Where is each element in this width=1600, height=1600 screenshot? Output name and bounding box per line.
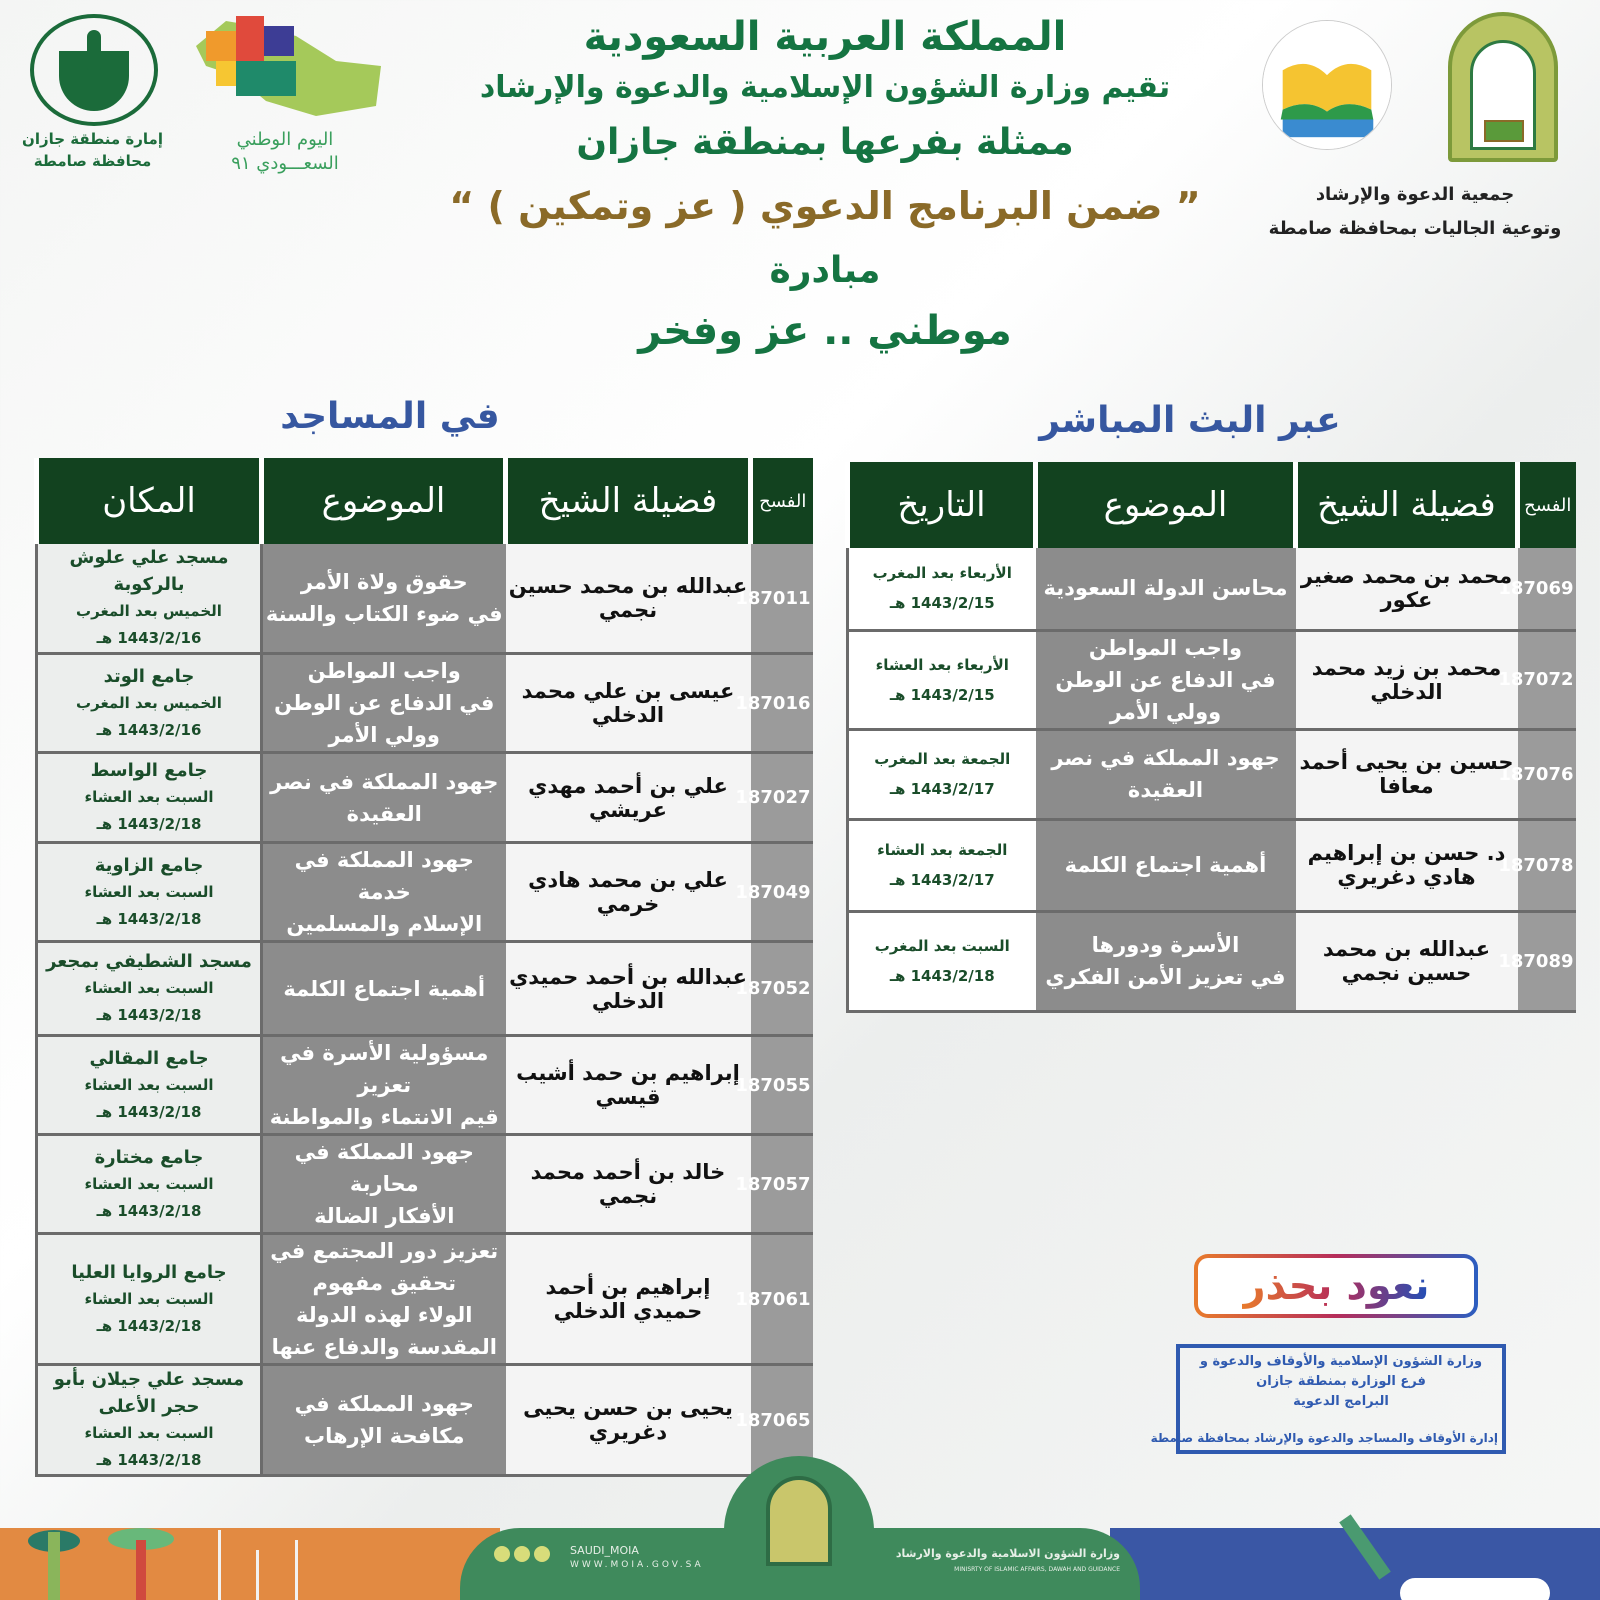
- permit-number: [735, 544, 813, 654]
- permit-number-text: 187011: [735, 587, 811, 609]
- col-header-sheikh: فضيلة الشيخ: [1296, 462, 1518, 548]
- sheikh-name: [1296, 911, 1518, 1011]
- session-date-cell: [848, 548, 1036, 630]
- place-name: جامع الزاوية: [94, 854, 204, 876]
- table-row: [848, 819, 1576, 911]
- permit-number: [735, 843, 813, 942]
- session-date: 1443/2/18 هـ: [96, 1006, 202, 1024]
- sheikh-name: [506, 753, 751, 843]
- session-time: الأربعاء بعد المغرب: [872, 564, 1012, 583]
- header-initiative-name: موطني .. عز وفخر: [638, 308, 1012, 354]
- topic-line2: مكافحة الإرهاب: [303, 1424, 465, 1448]
- sheikh-name-text: خالد بن أحمد محمد نجمي: [530, 1160, 726, 1208]
- session-date: 1443/2/18 هـ: [96, 909, 202, 928]
- facebook-icon[interactable]: [534, 1546, 550, 1562]
- national-day-map-icon: [186, 6, 386, 126]
- table-row: [848, 548, 1576, 630]
- topic-line1: أهمية اجتماع الكلمة: [283, 976, 486, 1001]
- table-row: [37, 1135, 813, 1234]
- place: [37, 843, 262, 942]
- place-name: مسجد الشطيفي بمجعر: [46, 951, 252, 972]
- session-date: 1443/2/18 هـ: [96, 1102, 202, 1121]
- topic-line1: حقوق ولاة الأمر: [300, 570, 468, 594]
- sheikh-name-text: عبدالله بن محمد حسين نجمي: [508, 574, 748, 622]
- place-name: جامع الوتد: [103, 665, 195, 687]
- topic-line1: جهود المملكة في نصر العقيدة: [1051, 746, 1280, 802]
- session-time: الجمعة بعد المغرب: [874, 750, 1011, 768]
- col-header-topic: الموضوع: [262, 458, 506, 544]
- topic-line2: في تعزيز الأمن الفكري: [1045, 965, 1286, 989]
- permit-number: [735, 942, 813, 1036]
- topic-line1: الأسرة ودورها: [1091, 933, 1240, 957]
- topic: [262, 544, 506, 654]
- topic-line2: في ضوء الكتاب والسنة: [265, 602, 503, 626]
- wind-turbine-icon: [218, 1530, 221, 1600]
- session-date-cell: [848, 911, 1036, 1011]
- live-header-row: [848, 462, 1576, 548]
- session-date: 1443/2/17 هـ: [889, 780, 995, 798]
- footer-ministry-en: MINISRTY OF ISLAMIC AFFAIRS, DAWAH AND GUIDANCE: [954, 1566, 1120, 1573]
- place: [37, 544, 262, 654]
- permit-number-text: 187027: [735, 787, 811, 808]
- col-header-place: المكان: [37, 458, 262, 544]
- session-time: السبت بعد العشاء: [84, 1424, 214, 1442]
- permit-number-text: 187072: [1498, 669, 1574, 690]
- wind-turbine-icon: [295, 1540, 298, 1600]
- sheikh-name-text: علي بن أحمد مهدي عريشي: [528, 773, 728, 822]
- ministry-emblem-icon: [766, 1476, 832, 1566]
- session-time: السبت بعد العشاء: [84, 1174, 214, 1193]
- session-date-cell: [848, 729, 1036, 819]
- sheikh-name: [506, 1365, 751, 1476]
- permit-number-text: 187055: [735, 1074, 811, 1096]
- place-name: مسجد علي علوش بالركوبة: [69, 547, 229, 595]
- sheikh-name: [506, 544, 751, 654]
- social-icons: [494, 1546, 550, 1562]
- topic-line2: في الدفاع عن الوطن وولي الأمر: [1055, 667, 1276, 724]
- association-line2: وتوعية الجاليات بمحافظة صامطة: [1268, 218, 1562, 239]
- sheikh-name: [1296, 630, 1518, 729]
- association-line1: جمعية الدعوة والإرشاد: [1315, 184, 1515, 205]
- table-row: [37, 753, 813, 843]
- col-header-num: الفسح: [751, 458, 813, 544]
- national-day-line2: السعـــودي ٩١: [231, 153, 339, 174]
- table-row: [848, 911, 1576, 1011]
- sheikh-name-text: إبراهيم بن أحمد حميدي الدخلي: [545, 1275, 711, 1323]
- permit-number: [1498, 819, 1576, 911]
- place: [37, 1234, 262, 1365]
- place: [37, 1036, 262, 1135]
- association-book-logo-icon: [1262, 20, 1392, 150]
- permit-number-text: 187052: [735, 978, 811, 999]
- sheikh-name: [1296, 729, 1518, 819]
- session-date-cell: [848, 819, 1036, 911]
- topic-line1: واجب المواطن: [307, 659, 461, 683]
- permit-number-text: 187049: [735, 881, 811, 903]
- topic: [1036, 729, 1296, 819]
- topic: [1036, 548, 1296, 630]
- topic: [262, 753, 506, 843]
- footer-contact: [570, 1544, 704, 1572]
- sheikh-name: [506, 1135, 751, 1234]
- sheikh-name-text: حسين بن يحيى أحمد معافا: [1299, 750, 1514, 798]
- sheikh-name-text: إبراهيم بن حمد أشيب قيسي: [516, 1061, 740, 1109]
- permit-number: [1498, 630, 1576, 729]
- permit-number: [735, 1036, 813, 1135]
- topic: [262, 1365, 506, 1476]
- instagram-icon[interactable]: [514, 1546, 530, 1562]
- topic: [262, 1234, 506, 1365]
- topic: [1036, 630, 1296, 729]
- topic-line1: جهود المملكة في محاربة: [294, 1140, 474, 1196]
- sheikh-name: [506, 942, 751, 1036]
- permit-number: [735, 753, 813, 843]
- header-branch: ممثلة بفرعها بمنطقة جازان: [576, 122, 1074, 163]
- campaign-logo: [1194, 1254, 1478, 1318]
- session-date: 1443/2/17 هـ: [889, 871, 995, 889]
- session-time: الخميس بعد المغرب: [76, 602, 222, 620]
- permit-number: [1498, 911, 1576, 1011]
- national-day-caption: [200, 128, 370, 176]
- permit-number-text: 187069: [1498, 577, 1574, 599]
- stamp-line1: وزارة الشؤون الإسلامية والأوقاف والدعوة و: [1199, 1354, 1483, 1369]
- sheikh-name: [506, 843, 751, 942]
- table-row: [37, 942, 813, 1036]
- table-row: [37, 1365, 813, 1476]
- twitter-icon[interactable]: [494, 1546, 510, 1562]
- place-name: مسجد علي جيلان بأبو حجر الأعلى: [53, 1369, 245, 1417]
- sheikh-name-text: يحيى بن حسن يحيى دغريري: [523, 1396, 733, 1444]
- session-time: السبت بعد العشاء: [84, 1075, 214, 1094]
- emirate-line2: محافظة صامطة: [33, 152, 152, 170]
- footer-ministry-ar: وزارة الشؤون الاسلامية والدعوة والارشاد: [895, 1547, 1120, 1560]
- topic-line1: تعزيز دور المجتمع في تحقيق مفهوم: [270, 1239, 499, 1295]
- topic: [262, 843, 506, 942]
- session-date: 1443/2/18 هـ: [96, 1201, 202, 1220]
- palm-trunk-icon: [48, 1532, 60, 1600]
- footer-ministry: [880, 1546, 1120, 1578]
- masajid-header-row: [37, 458, 813, 544]
- national-day-line1: اليوم الوطني: [236, 129, 334, 150]
- ministry-arch-logo-icon: [1448, 12, 1558, 162]
- footer-handle[interactable]: SAUDI_MOIA: [570, 1544, 639, 1557]
- stamp-line4: إدارة الأوقاف والمساجد والدعوة والإرشاد بمحافظة صامطة: [1150, 1431, 1498, 1445]
- session-time: الأربعاء بعد العشاء: [875, 655, 1009, 674]
- sheikh-name: [1296, 819, 1518, 911]
- col-header-topic: الموضوع: [1036, 462, 1296, 548]
- session-time: السبت بعد العشاء: [84, 788, 214, 806]
- topic-line1: جهود المملكة في نصر العقيدة: [270, 769, 499, 826]
- table-row: [37, 654, 813, 753]
- permit-number: [735, 1135, 813, 1234]
- session-time: السبت بعد العشاء: [84, 882, 214, 901]
- session-date: 1443/2/16 هـ: [96, 720, 202, 739]
- cloud-icon: [1400, 1578, 1550, 1600]
- topic-line1: محاسن الدولة السعودية: [1043, 576, 1288, 601]
- association-caption: [1250, 178, 1580, 246]
- section-title-masajid: في المساجد: [280, 396, 500, 437]
- topic: [262, 654, 506, 753]
- wind-turbine-icon: [256, 1550, 259, 1600]
- permit-number: [735, 1234, 813, 1365]
- permit-number-text: 187061: [735, 1288, 811, 1310]
- table-row: [848, 729, 1576, 819]
- table-row: [848, 630, 1576, 729]
- table-row: [37, 544, 813, 654]
- topic: [1036, 911, 1296, 1011]
- table-row: [37, 1036, 813, 1135]
- sheikh-name: [506, 1234, 751, 1365]
- topic-line1: مسؤولية الأسرة في تعزيز: [280, 1041, 489, 1097]
- permit-number-text: 187057: [735, 1173, 811, 1195]
- col-header-date: التاريخ: [848, 462, 1036, 548]
- permit-number-text: 187065: [735, 1409, 811, 1431]
- session-date: 1443/2/18 هـ: [96, 1451, 202, 1469]
- stamp-line3: البرامج الدعوية: [1293, 1394, 1389, 1409]
- place: [37, 1135, 262, 1234]
- place: [37, 942, 262, 1036]
- permit-number-text: 187078: [1498, 854, 1574, 876]
- topic-line1: واجب المواطن: [1088, 635, 1243, 660]
- header-initiative-label: مبادرة: [769, 250, 881, 291]
- emirate-line1: إمارة منطقة جازان: [22, 130, 163, 148]
- permit-number-text: 187076: [1498, 763, 1574, 785]
- place-name: جامع مختارة: [94, 1146, 204, 1168]
- place-name: جامع المقالي: [89, 1047, 209, 1069]
- topic-line2: الإسلام والمسلمين: [286, 912, 483, 936]
- sheikh-name: [506, 1036, 751, 1135]
- topic: [262, 1036, 506, 1135]
- emirate-emblem-icon: [30, 14, 158, 126]
- sheikh-name: [506, 654, 751, 753]
- permit-number: [1498, 729, 1576, 819]
- sheikh-name: [1296, 548, 1518, 630]
- session-date: 1443/2/18 هـ: [889, 967, 995, 985]
- stamp-line2: فرع الوزارة بمنطقة جازان: [1256, 1374, 1426, 1389]
- permit-number-text: 187089: [1498, 950, 1574, 972]
- session-date: 1443/2/18 هـ: [96, 1316, 202, 1335]
- table-row: [37, 843, 813, 942]
- topic: [262, 942, 506, 1036]
- topic: [1036, 819, 1296, 911]
- permit-number: [1498, 548, 1576, 630]
- topic-line1: أهمية اجتماع الكلمة: [1064, 853, 1267, 877]
- header-kingdom: المملكة العربية السعودية: [583, 14, 1067, 60]
- footer-url[interactable]: WWW.MOIA.GOV.SA: [570, 1560, 704, 1570]
- sheikh-name-text: عبدالله بن محمد حسين نجمي: [1322, 937, 1491, 985]
- session-time: الخميس بعد المغرب: [76, 693, 222, 712]
- emirate-caption: [10, 128, 175, 172]
- topic-line2: قيم الانتماء والمواطنة: [269, 1105, 499, 1129]
- masajid-table: [34, 458, 813, 1477]
- sheikh-name-text: عيسى بن علي محمد الدخلي: [521, 679, 735, 727]
- topic-line2: الأفكار الضالة: [314, 1204, 455, 1228]
- sheikh-name-text: عبدالله بن أحمد حميدي الدخلي: [509, 964, 747, 1013]
- session-time: السبت بعد العشاء: [84, 979, 214, 997]
- session-time: الجمعة بعد العشاء: [877, 841, 1008, 859]
- topic-line2: الولاء لهذه الدولة المقدسة والدفاع عنها: [271, 1303, 497, 1359]
- place: [37, 753, 262, 843]
- live-table: [845, 462, 1576, 1013]
- session-time: السبت بعد العشاء: [84, 1289, 214, 1308]
- permit-number: [735, 654, 813, 753]
- sheikh-name-text: علي بن محمد هادي خرمي: [528, 868, 728, 916]
- session-date: 1443/2/16 هـ: [96, 629, 202, 647]
- topic-line2: في الدفاع عن الوطن وولي الأمر: [274, 691, 495, 747]
- header-ministry: تقيم وزارة الشؤون الإسلامية والدعوة والإرشاد: [479, 70, 1171, 105]
- session-date-cell: [848, 630, 1036, 729]
- place-name: جامع الروايا العليا: [71, 1261, 227, 1283]
- place: [37, 1365, 262, 1476]
- section-title-live: عبر البث المباشر: [1039, 400, 1341, 441]
- palm-trunk-icon: [136, 1540, 146, 1600]
- place: [37, 654, 262, 753]
- palm-icon: [87, 30, 101, 70]
- topic-line1: جهود المملكة في: [294, 1392, 474, 1416]
- col-header-num: الفسح: [1518, 462, 1576, 548]
- session-date: 1443/2/15 هـ: [889, 594, 995, 613]
- sheikh-name-text: محمد بن زيد محمد الدخلي: [1311, 655, 1502, 704]
- session-date: 1443/2/18 هـ: [96, 815, 202, 833]
- permit-number-text: 187016: [735, 692, 811, 714]
- topic-line1: جهود المملكة في خدمة: [294, 848, 474, 904]
- session-time: السبت بعد المغرب: [874, 937, 1010, 955]
- topic: [262, 1135, 506, 1234]
- session-date: 1443/2/15 هـ: [889, 685, 995, 704]
- col-header-sheikh: فضيلة الشيخ: [506, 458, 751, 544]
- official-stamp: [1150, 1344, 1506, 1454]
- place-name: جامع الواسط: [90, 760, 208, 781]
- campaign-logo-text: نعود بحذر: [1242, 1263, 1430, 1309]
- header-program: ” ضمن البرنامج الدعوي ( عز وتمكين ) “: [449, 184, 1201, 228]
- sheikh-name-text: د. حسن بن إبراهيم هادي دغريري: [1307, 841, 1506, 889]
- table-row: [37, 1234, 813, 1365]
- sheikh-name-text: محمد بن محمد صغير عكور: [1300, 564, 1513, 613]
